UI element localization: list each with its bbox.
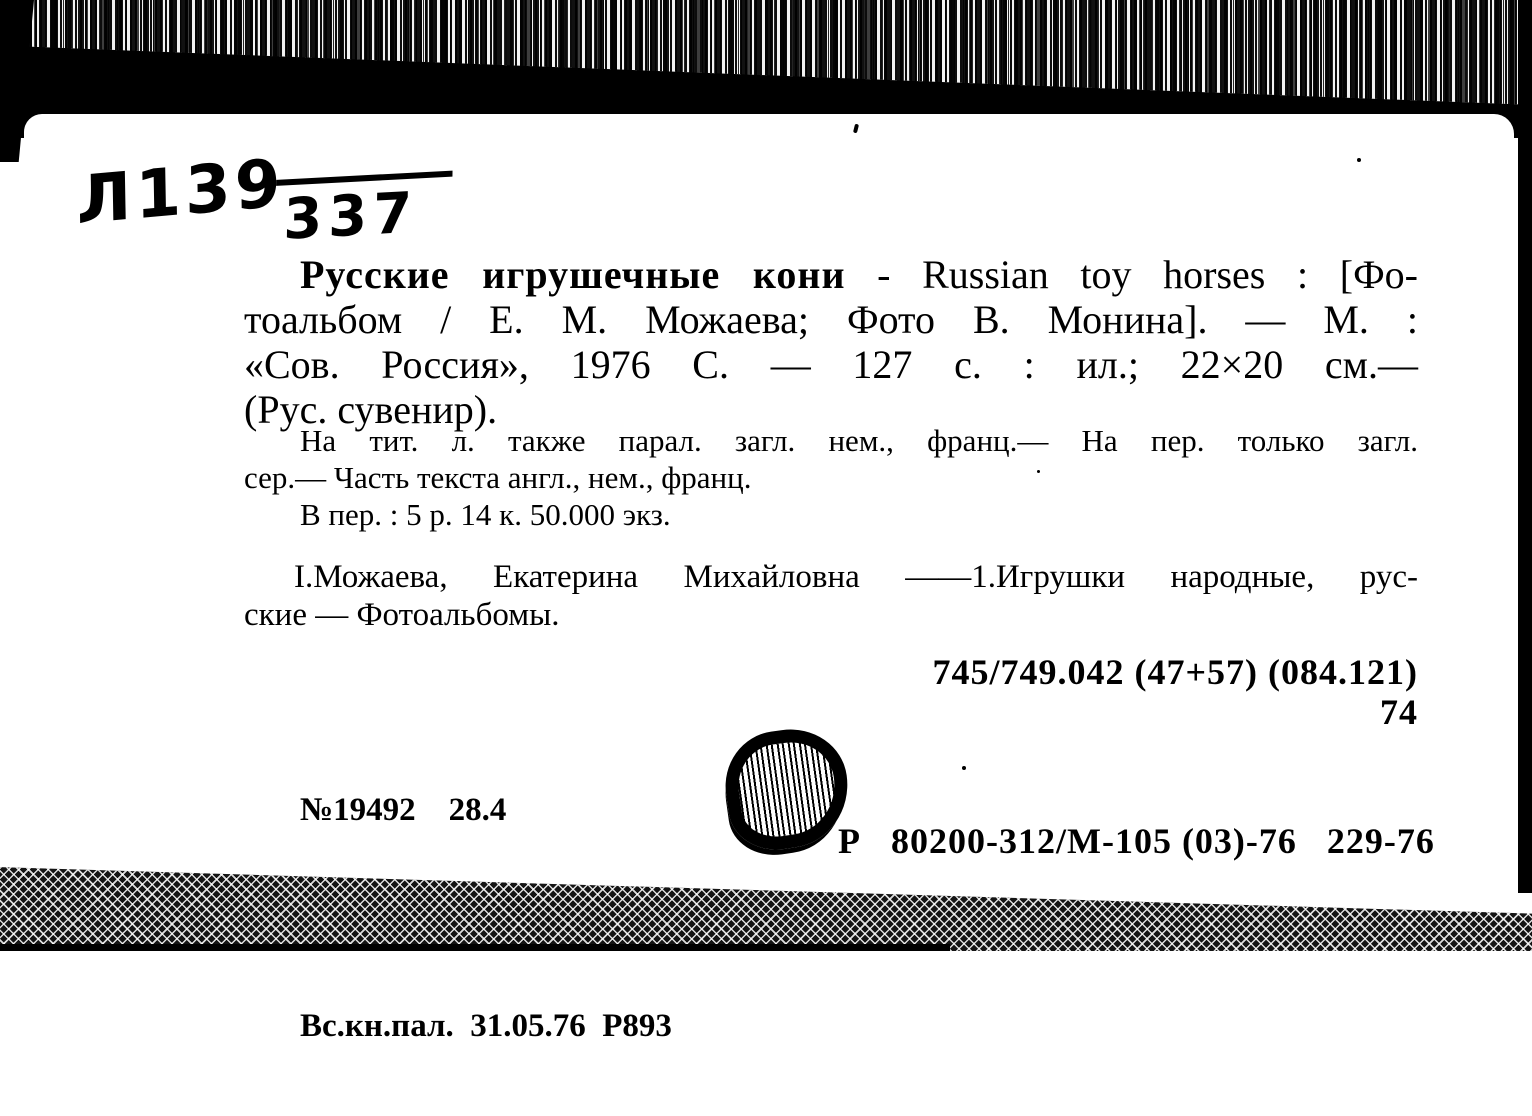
notes-block (244, 422, 1418, 533)
secondary-class-number: 74 (1380, 692, 1418, 732)
handwritten-call-number (76, 130, 451, 253)
scan-right-edge-artifact (1518, 0, 1532, 893)
entry-line-3: «Сов. Россия», 1976 С. — 127 с. : ил.; 22×20 см.— (244, 342, 1418, 387)
entry-title: Русские игрушечные кони (300, 252, 846, 297)
price-line: В пер. : 5 р. 14 к. 50.000 экз. (300, 497, 671, 532)
call-number-bottom: 337 (275, 171, 452, 254)
scan-bottom-line (0, 944, 950, 951)
classification-block (933, 652, 1418, 732)
scan-speck (1037, 470, 1040, 473)
scan-speck (1357, 158, 1361, 162)
call-number-top: Л139 (76, 144, 286, 240)
tracings-line-1: I.Можаева, Екатерина Михайловна ——1.Игрушки народные, рус- (294, 559, 1418, 595)
udc-number: 745/749.042 (47+57) (084.121) (932, 652, 1418, 692)
ink-stamp-blob (718, 722, 855, 856)
publication-code-line: Р 80200-312/М-105 (03)-76 229-76 (838, 821, 1435, 861)
registry-row-3: Вс.кн.пал. 31.05.76 Р893 (300, 1008, 672, 1044)
catalog-card (24, 114, 1514, 1044)
scan-speck (962, 766, 966, 770)
registry-row-1: №19492 28.4 (300, 792, 507, 828)
tracings-block (244, 558, 1418, 634)
entry-title-parallel: - Russian toy horses : [Фо- (877, 252, 1418, 297)
notes-line-1: На тит. л. также парал. загл. нем., франц.— На пер. только загл. (300, 423, 1418, 458)
bibliographic-entry (244, 252, 1418, 432)
entry-line-4: (Рус. сувенир). (244, 387, 498, 432)
entry-line-1 (244, 252, 1418, 297)
tracings-line-2: ские — Фотоальбомы. (244, 597, 560, 633)
notes-line-2: сер.— Часть текста англ., нем., франц. (244, 460, 752, 495)
entry-line-2: тоальбом / Е. М. Можаева; Фото В. Монина]. — М. : (244, 297, 1418, 342)
